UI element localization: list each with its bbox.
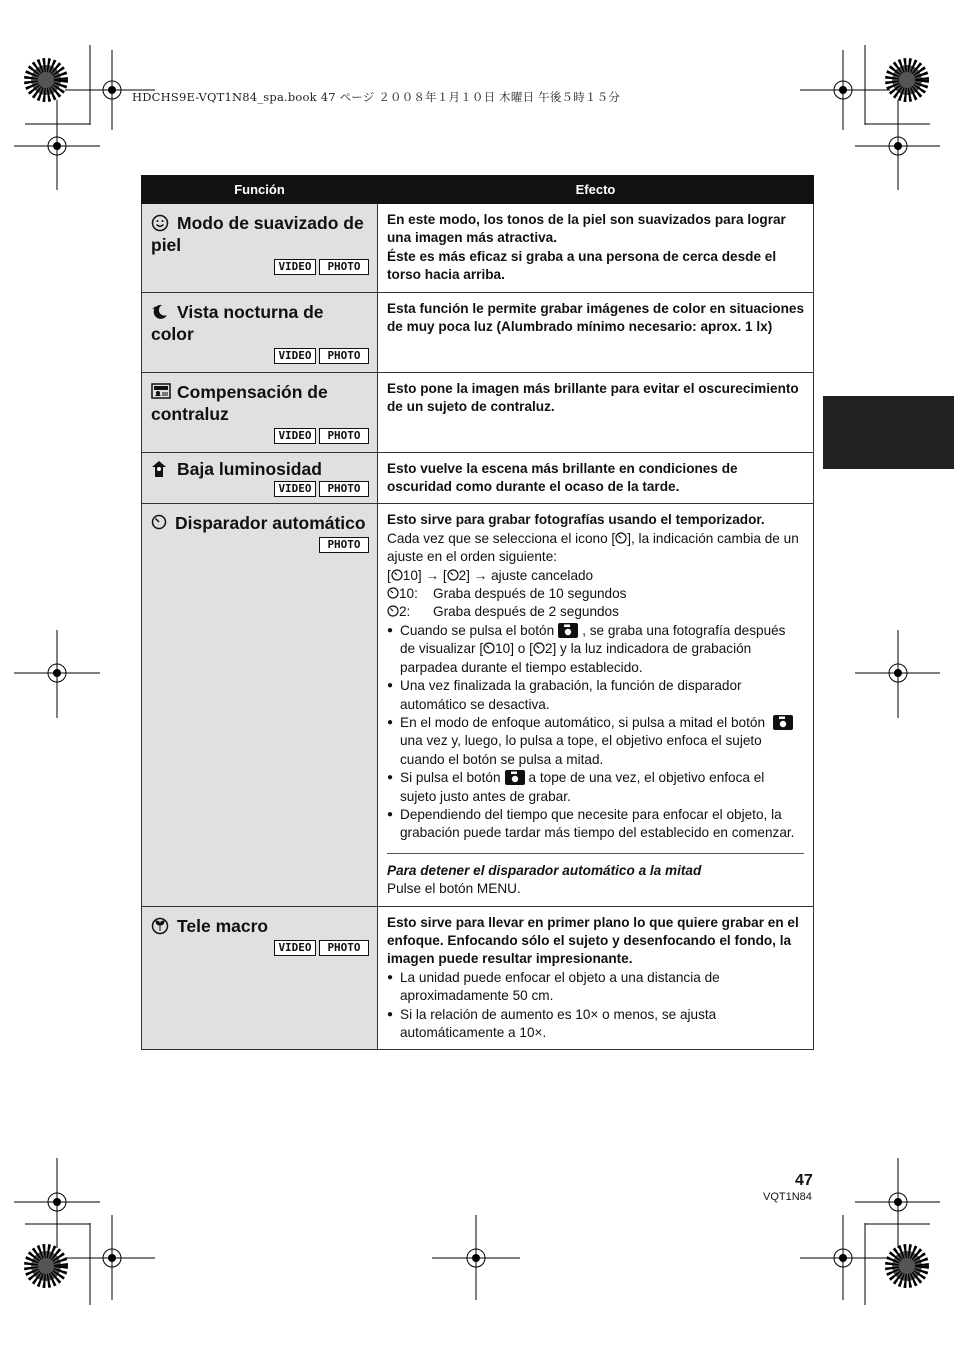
table-row	[142, 372, 814, 452]
effect-text: En este modo, los tonos de la piel son suavizados para lograr una imagen más atractiva.	[387, 212, 786, 246]
column-header-function: Función	[142, 176, 378, 204]
function-cell	[142, 204, 378, 293]
night-moon-icon	[151, 303, 171, 321]
list-item: ● En el modo de enfoque automático, si pulsa a mitad el botón una vez y, luego, lo pulsa a tope, el objetivo enfoca el sujeto cuando el botón se pulsa a mitad.	[387, 714, 804, 769]
photo-badge: PHOTO	[319, 428, 369, 444]
effect-text: Esto sirve para llevar en primer plano lo que quiere grabar en el enfoque. Enfocando sólo el sujeto y desenfocando el fondo, la imagen puede resultar impresionante.	[387, 914, 799, 967]
effect-text: Esto pone la imagen más brillante para evitar el oscurecimiento de un sujeto de contraluz.	[387, 380, 799, 415]
function-name: Tele macro	[177, 915, 269, 936]
section-tab	[823, 396, 954, 469]
self-timer-icon	[387, 605, 399, 617]
function-cell	[142, 452, 378, 504]
backlight-icon	[151, 383, 171, 401]
stop-title: Para detener el disparador automático a la mitad	[387, 862, 702, 878]
smiling-face-icon	[151, 214, 171, 232]
effect-text: Cada vez que se selecciona el icono [ ], la indicación cambia de un ajuste en el orden siguiente:	[387, 530, 799, 565]
photo-badge: PHOTO	[319, 940, 369, 956]
video-badge: VIDEO	[274, 348, 316, 364]
function-name: Disparador automático	[175, 513, 366, 534]
photo-badge: PHOTO	[319, 348, 369, 364]
video-badge: VIDEO	[274, 481, 316, 497]
stop-text: Pulse el botón MENU.	[387, 881, 521, 897]
timer-option-10: 10: Graba después de 10 segundos	[387, 585, 804, 603]
effect-cell	[378, 204, 814, 293]
self-timer-icon	[483, 642, 495, 654]
document-code: VQT1N84	[763, 1191, 812, 1203]
camera-button-icon	[558, 623, 578, 638]
function-cell	[142, 906, 378, 1050]
table-row	[142, 504, 814, 906]
function-name: Compensación de contraluz	[151, 381, 328, 424]
effect-cell	[378, 906, 814, 1050]
timer-option-2: 2: Graba después de 2 segundos	[387, 603, 804, 621]
column-header-effect: Efecto	[378, 176, 814, 204]
divider	[387, 853, 804, 854]
function-cell	[142, 292, 378, 372]
self-timer-icon	[387, 587, 399, 599]
effect-text: Esto sirve para grabar fotografías usando el temporizador.	[387, 512, 765, 528]
list-item: ● La unidad puede enfocar el objeto a una distancia de aproximadamente 50 cm.	[387, 969, 804, 1006]
effect-cell	[378, 292, 814, 372]
video-badge: VIDEO	[274, 259, 316, 275]
function-name: Modo de suavizado de piel	[151, 213, 364, 255]
function-cell	[142, 504, 378, 906]
video-badge: VIDEO	[274, 940, 316, 956]
function-name: Vista nocturna de color	[151, 301, 324, 344]
list-item: ● Cuando se pulsa el botón , se graba una fotografía después de visualizar [ 10] o [ 2] y la luz indicadora de grabación parpadea durante el tiempo establecido.	[387, 622, 804, 677]
photo-badge: PHOTO	[319, 481, 369, 497]
self-timer-icon	[391, 569, 403, 581]
page-number: 47	[795, 1172, 813, 1189]
table-row	[142, 292, 814, 372]
low-light-icon	[151, 460, 167, 478]
table-row	[142, 204, 814, 293]
table-row	[142, 906, 814, 1050]
list-item: ● Una vez finalizada la grabación, la función de disparador automático se desactiva.	[387, 677, 804, 714]
self-timer-icon	[447, 569, 459, 581]
list-item: ● Si la relación de aumento es 10× o menos, se ajusta automáticamente a 10×.	[387, 1006, 804, 1043]
print-header: HDCHS9E-VQT1N84_spa.book 47 ページ ２００８年１月１０日 木曜日 午後５時１５分	[132, 90, 621, 104]
list-item: ● Si pulsa el botón a tope de una vez, el objetivo enfoca el sujeto justo antes de grabar.	[387, 769, 804, 806]
effect-text: Éste es más eficaz si graba a una persona de cerca desde el torso hacia arriba.	[387, 248, 777, 283]
effect-text: Esto vuelve la escena más brillante en condiciones de oscuridad como durante el ocaso de la tarde.	[387, 460, 738, 495]
effect-cell	[378, 452, 814, 504]
list-item: ● Dependiendo del tiempo que necesite para enfocar el objeto, la grabación puede tardar más tiempo del establecido en comenzar.	[387, 806, 804, 843]
self-timer-icon	[151, 514, 167, 532]
photo-badge: PHOTO	[319, 537, 369, 553]
video-badge: VIDEO	[274, 428, 316, 444]
timer-sequence: [ 10] → [ 2] → ajuste cancelado	[387, 567, 594, 583]
effect-cell	[378, 504, 814, 906]
photo-badge: PHOTO	[319, 259, 369, 275]
function-name: Baja luminosidad	[177, 458, 322, 479]
self-timer-icon	[615, 532, 627, 544]
camera-button-icon	[773, 715, 793, 730]
table-row	[142, 452, 814, 504]
self-timer-icon	[533, 642, 545, 654]
effect-cell	[378, 372, 814, 452]
function-table	[141, 175, 814, 1050]
effect-text: Esta función le permite grabar imágenes de color en situaciones de muy poca luz (Alumbrado mínimo necesario: aprox. 1 lx)	[387, 300, 804, 335]
tele-macro-icon	[151, 917, 171, 935]
function-cell	[142, 372, 378, 452]
table-header-row	[142, 176, 814, 204]
camera-button-icon	[505, 770, 525, 785]
